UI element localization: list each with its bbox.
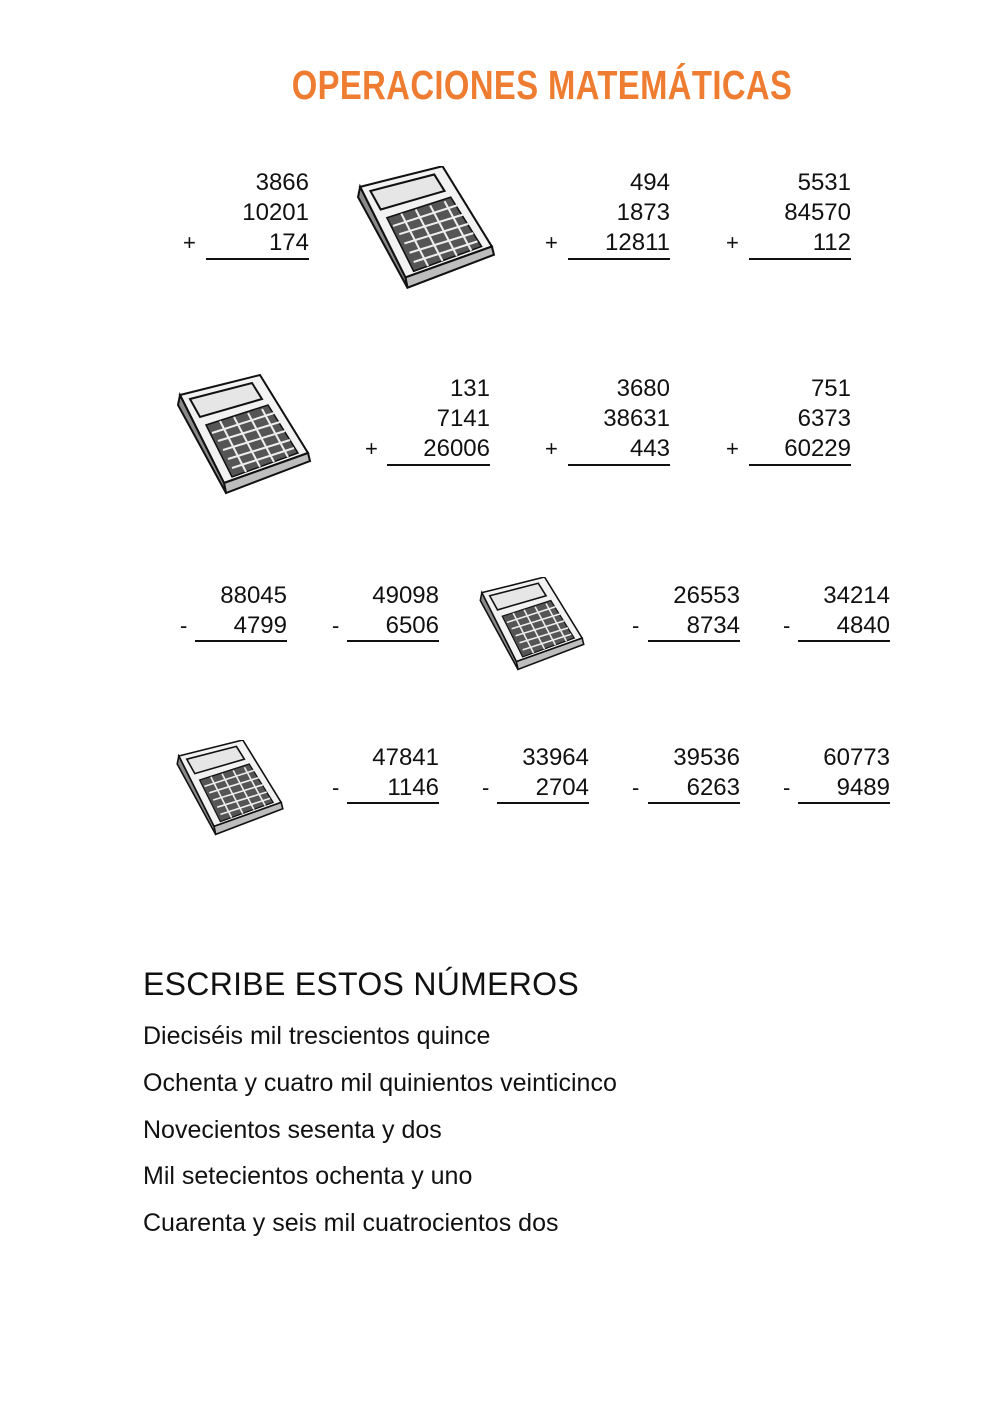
result-line — [347, 640, 439, 642]
addend: 3680 — [616, 375, 670, 402]
subtraction-problem — [482, 743, 589, 807]
addend: 7141 — [436, 405, 490, 432]
addition-problem — [545, 374, 670, 468]
subtraction-problem — [632, 743, 740, 807]
result-line — [798, 640, 890, 642]
addition-problem — [365, 374, 490, 468]
addend: 1873 — [616, 199, 670, 226]
sum-line — [206, 258, 309, 260]
subtrahend: 4840 — [836, 612, 890, 639]
addend: 60229 — [784, 435, 851, 462]
number-phrase: Novecientos sesenta y dos — [143, 1116, 442, 1144]
minuend: 39536 — [673, 744, 740, 771]
operator-sign: - — [783, 613, 791, 638]
sum-line — [387, 464, 490, 466]
operator-sign: - — [332, 775, 340, 800]
addend: 38631 — [603, 405, 670, 432]
subtrahend: 2704 — [535, 774, 589, 801]
operator-sign: - — [632, 775, 640, 800]
addition-problem — [726, 374, 851, 468]
number-phrase: Cuarenta y seis mil cuatrocientos dos — [143, 1209, 559, 1237]
addition-problem — [545, 168, 670, 262]
operator-sign: + — [545, 436, 558, 461]
operator-sign: + — [726, 230, 739, 255]
subtrahend: 4799 — [233, 612, 287, 639]
addend: 26006 — [423, 435, 490, 462]
result-line — [648, 802, 740, 804]
subtraction-problem — [332, 581, 439, 645]
section-title: ESCRIBE ESTOS NÚMEROS — [143, 966, 580, 1002]
calculator-icon — [170, 740, 290, 836]
subtrahend: 1146 — [387, 774, 439, 801]
subtraction-problem — [783, 743, 890, 807]
result-line — [648, 640, 740, 642]
sum-line — [568, 464, 670, 466]
subtrahend: 8734 — [686, 612, 740, 639]
addend: 6373 — [797, 405, 851, 432]
addend: 174 — [268, 229, 309, 256]
minuend: 34214 — [823, 582, 890, 609]
sum-line — [568, 258, 670, 260]
addend: 10201 — [242, 199, 309, 226]
subtraction-problem — [180, 581, 287, 645]
addend: 112 — [812, 229, 851, 256]
addend: 443 — [629, 435, 670, 462]
subtraction-problem — [632, 581, 740, 645]
result-line — [497, 802, 589, 804]
subtrahend: 6506 — [385, 612, 439, 639]
subtraction-problem — [783, 581, 890, 645]
minuend: 88045 — [220, 582, 287, 609]
result-line — [195, 640, 287, 642]
page-title: OPERACIONES MATEMÁTICAS — [291, 62, 793, 108]
minuend: 33964 — [522, 744, 589, 771]
calculator-icon — [356, 166, 496, 290]
addend: 12811 — [605, 229, 670, 256]
operator-sign: - — [783, 775, 791, 800]
addition-problem — [726, 168, 851, 262]
sum-line — [749, 464, 851, 466]
minuend: 47841 — [372, 744, 439, 771]
addend: 3866 — [255, 169, 309, 196]
operator-sign: + — [183, 230, 196, 255]
number-phrase: Mil setecientos ochenta y uno — [143, 1162, 473, 1190]
addend: 5531 — [797, 169, 851, 196]
minuend: 26553 — [673, 582, 740, 609]
operator-sign: - — [180, 613, 188, 638]
operator-sign: + — [365, 436, 378, 461]
operator-sign: - — [482, 775, 490, 800]
addend: 751 — [810, 375, 851, 402]
operator-sign: + — [545, 230, 558, 255]
sum-line — [749, 258, 851, 260]
addend: 131 — [449, 375, 490, 402]
number-phrase: Ochenta y cuatro mil quinientos veinticinco — [143, 1069, 617, 1097]
operator-sign: - — [332, 613, 340, 638]
result-line — [347, 802, 439, 804]
addition-problem — [183, 168, 309, 262]
subtrahend: 9489 — [836, 774, 890, 801]
calculator-icon — [472, 577, 592, 671]
operator-sign: - — [632, 613, 640, 638]
addend: 494 — [629, 169, 670, 196]
number-phrase: Dieciséis mil trescientos quince — [143, 1022, 491, 1050]
subtraction-problem — [332, 743, 439, 807]
addend: 84570 — [784, 199, 851, 226]
minuend: 60773 — [823, 744, 890, 771]
calculator-icon — [176, 373, 312, 497]
result-line — [798, 802, 890, 804]
minuend: 49098 — [372, 582, 439, 609]
operator-sign: + — [726, 436, 739, 461]
subtrahend: 6263 — [686, 774, 740, 801]
